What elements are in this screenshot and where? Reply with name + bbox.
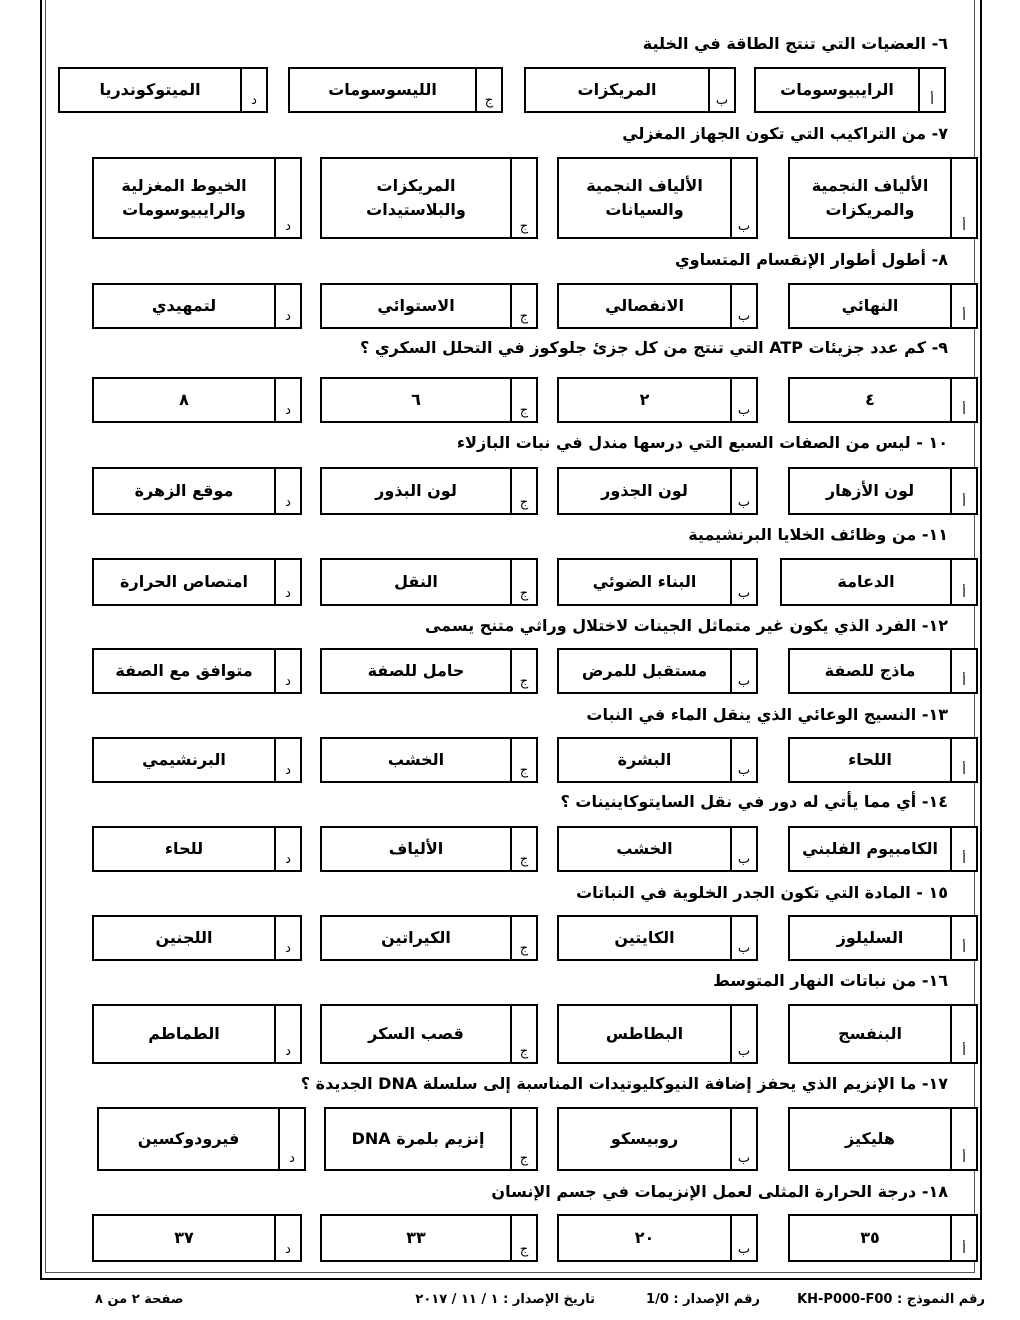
question-10-option-d[interactable] [92, 467, 302, 515]
option-text: لون الأزهار [825, 481, 915, 500]
issue-date: تاريخ الإصدار : ١ / ١١ / ٢٠١٧ [415, 1292, 595, 1307]
option-letter: أ [950, 1109, 976, 1169]
option-text: لون الجذور [601, 481, 688, 500]
option-letter: أ [950, 159, 976, 237]
question-6-option-d[interactable] [58, 67, 268, 113]
option-letter: أ [950, 1216, 976, 1260]
question-7-option-d[interactable] [92, 157, 302, 239]
option-text: السليلوز [836, 928, 904, 947]
option-text: متوافق مع الصفة [115, 661, 253, 680]
option-letter: أ [950, 379, 976, 421]
question-15-option-a[interactable] [788, 915, 978, 961]
option-text: البشرة [617, 750, 672, 769]
option-letter: د [240, 69, 266, 111]
option-letter: ج [510, 1006, 536, 1062]
question-7-text: ٧- من التراكيب التي تكون الجهاز المغزلي [622, 124, 948, 143]
option-text: النقل [394, 572, 438, 591]
question-14-option-d[interactable] [92, 826, 302, 872]
option-letter: ج [510, 1109, 536, 1169]
option-letter: د [274, 469, 300, 513]
question-18-option-c[interactable] [320, 1214, 538, 1262]
option-letter: د [274, 560, 300, 604]
question-16-option-d[interactable] [92, 1004, 302, 1064]
option-letter: د [274, 285, 300, 327]
question-6-option-b[interactable] [524, 67, 736, 113]
option-letter: د [278, 1109, 304, 1169]
option-letter: د [274, 650, 300, 692]
option-text: ٨ [179, 390, 189, 409]
option-text: اللجنين [155, 928, 213, 947]
question-16-option-c[interactable] [320, 1004, 538, 1064]
option-letter: ب [730, 1006, 756, 1062]
question-10-option-a[interactable] [788, 467, 978, 515]
option-text: حامل للصفة [367, 661, 465, 680]
option-text: لون البذور [375, 481, 457, 500]
question-17-option-c[interactable] [324, 1107, 538, 1171]
option-text: المريكزات [577, 80, 657, 99]
question-9-option-d[interactable] [92, 377, 302, 423]
option-text: الميتوكوندريا [99, 80, 201, 99]
question-10-option-b[interactable] [557, 467, 758, 515]
question-13-text: ١٣- النسيج الوعائي الذي ينقل الماء في النبات [586, 705, 948, 724]
question-9-option-b[interactable] [557, 377, 758, 423]
question-8-option-a[interactable] [788, 283, 978, 329]
option-text: الرايبيوسومات [780, 80, 894, 99]
option-text: الانفصالي [605, 296, 684, 315]
option-letter: ج [510, 828, 536, 870]
option-text: الخشب [616, 839, 673, 858]
question-12-option-c[interactable] [320, 648, 538, 694]
option-letter: د [274, 159, 300, 237]
question-12-option-b[interactable] [557, 648, 758, 694]
option-text: ٣٧ [174, 1228, 194, 1247]
option-letter: ب [730, 828, 756, 870]
option-letter: أ [950, 739, 976, 781]
option-text: قصب السكر [368, 1024, 464, 1043]
option-letter: ب [730, 1216, 756, 1260]
question-11-option-d[interactable] [92, 558, 302, 606]
option-text: الخشب [387, 750, 445, 769]
question-12-option-d[interactable] [92, 648, 302, 694]
option-text: الدعامة [837, 572, 895, 591]
option-text: لتمهيدي [151, 296, 217, 315]
question-7-option-c[interactable] [320, 157, 538, 239]
question-11-option-b[interactable] [557, 558, 758, 606]
question-13-option-a[interactable] [788, 737, 978, 783]
option-text: البطاطس [605, 1024, 684, 1043]
option-text: للحاء [164, 839, 204, 858]
option-text: النهائي [841, 296, 899, 315]
option-letter: أ [950, 1006, 976, 1062]
question-6-option-a[interactable] [754, 67, 946, 113]
form-number: رقم النموذج : KH-P000-F00 [797, 1292, 985, 1307]
option-letter: ج [510, 1216, 536, 1260]
question-10-text: ١٠ - ليس من الصفات السبع التي درسها مندل في نبات البازلاء [456, 433, 948, 452]
option-text: الطماطم [148, 1024, 220, 1043]
question-14-option-a[interactable] [788, 826, 978, 872]
option-letter: ب [730, 159, 756, 237]
option-letter: ب [730, 560, 756, 604]
option-text: ٣٥ [860, 1228, 880, 1247]
question-11-text: ١١- من وظائف الخلايا البرنشيمية [688, 525, 948, 544]
option-letter: أ [950, 917, 976, 959]
option-text: الألياف [388, 839, 444, 858]
option-letter: د [274, 917, 300, 959]
option-text: الليسوسومات [328, 80, 437, 99]
question-16-option-b[interactable] [557, 1004, 758, 1064]
option-text: الكايتين [614, 928, 675, 947]
option-text: البنفسج [838, 1024, 902, 1043]
question-9-option-a[interactable] [788, 377, 978, 423]
option-text: ماذج للصفة [824, 661, 916, 680]
question-10-option-c[interactable] [320, 467, 538, 515]
option-letter: د [274, 739, 300, 781]
option-letter: د [274, 379, 300, 421]
question-14-option-b[interactable] [557, 826, 758, 872]
question-15-option-c[interactable] [320, 915, 538, 961]
question-14-text: ١٤- أي مما يأتي له دور في نقل السايتوكاينينات ؟ [560, 792, 948, 811]
option-letter: ب [730, 469, 756, 513]
option-letter: ج [510, 469, 536, 513]
option-text: موقع الزهرة [134, 481, 234, 500]
question-9-option-c[interactable] [320, 377, 538, 423]
option-letter: ج [510, 560, 536, 604]
option-letter: ب [730, 379, 756, 421]
option-letter: د [274, 1006, 300, 1062]
option-text: ٣٣ [406, 1228, 426, 1247]
option-text: مستقبل للمرض [581, 661, 708, 680]
option-letter: ج [510, 379, 536, 421]
option-letter: ب [730, 917, 756, 959]
option-letter: ج [510, 650, 536, 692]
option-text: ٦ [411, 390, 421, 409]
option-letter: د [274, 1216, 300, 1260]
question-6-text: ٦- العضيات التي تنتج الطاقة في الخلية [642, 34, 948, 53]
question-18-option-d[interactable] [92, 1214, 302, 1262]
option-letter: أ [950, 560, 976, 604]
option-text: فيرودوكسين [137, 1129, 240, 1148]
question-9-text: ٩- كم عدد جزيئات ATP التي تنتج من كل جزئ جلوكوز في التحلل السكري ؟ [359, 338, 948, 357]
option-text: البناء الضوئي [592, 572, 697, 591]
option-letter: أ [950, 469, 976, 513]
option-text: ٤ [865, 390, 875, 409]
option-text: الكامبيوم الفلبني [802, 839, 938, 858]
option-letter: ج [510, 917, 536, 959]
option-letter: د [274, 828, 300, 870]
option-letter: ب [708, 69, 734, 111]
question-18-text: ١٨- درجة الحرارة المثلى لعمل الإنزيمات في جسم الإنسان [491, 1182, 948, 1201]
question-8-option-c[interactable] [320, 283, 538, 329]
option-letter: أ [950, 285, 976, 327]
question-11-option-c[interactable] [320, 558, 538, 606]
question-7-option-b[interactable] [557, 157, 758, 239]
option-letter: أ [950, 650, 976, 692]
option-text: الألياف النجمية والسيانات [586, 176, 703, 219]
option-letter: ج [510, 159, 536, 237]
question-16-text: ١٦- من نباتات النهار المتوسط [713, 971, 948, 990]
option-text: ٢٠ [634, 1228, 655, 1247]
question-17-option-a[interactable] [788, 1107, 978, 1171]
question-17-text: ١٧- ما الإنزيم الذي يحفز إضافة النيوكليوتيدات المناسبة إلى سلسلة DNA الجديدة ؟ [300, 1074, 948, 1093]
option-text: اللحاء [848, 750, 892, 769]
question-8-option-b[interactable] [557, 283, 758, 329]
option-text: ٢ [639, 390, 650, 409]
question-14-option-c[interactable] [320, 826, 538, 872]
issue-number: رقم الإصدار : 1/0 [646, 1292, 760, 1307]
question-13-option-d[interactable] [92, 737, 302, 783]
option-text: روبيسكو [610, 1129, 679, 1148]
question-16-option-a[interactable] [788, 1004, 978, 1064]
question-12-option-a[interactable] [788, 648, 978, 694]
option-letter: أ [950, 828, 976, 870]
option-text: الألياف النجمية والمريكزات [811, 176, 929, 219]
option-letter: ب [730, 650, 756, 692]
question-15-option-b[interactable] [557, 915, 758, 961]
option-letter: ج [475, 69, 501, 111]
page-number: صفحة ٢ من ٨ [95, 1292, 184, 1307]
option-letter: ب [730, 739, 756, 781]
question-15-option-d[interactable] [92, 915, 302, 961]
question-13-option-b[interactable] [557, 737, 758, 783]
option-text: البرنشيمي [142, 750, 226, 769]
question-12-text: ١٢- الفرد الذي يكون غير متماثل الجينات لاختلال وراثي متنح يسمى [424, 616, 948, 635]
question-17-option-d[interactable] [97, 1107, 306, 1171]
option-text: المريكزات والبلاستيدات [366, 176, 466, 219]
question-18-option-b[interactable] [557, 1214, 758, 1262]
question-8-text: ٨- أطول أطوار الإنقسام المتساوي [674, 250, 948, 269]
option-letter: ج [510, 739, 536, 781]
option-letter: ب [730, 1109, 756, 1169]
option-letter: ج [510, 285, 536, 327]
question-18-option-a[interactable] [788, 1214, 978, 1262]
question-13-option-c[interactable] [320, 737, 538, 783]
question-15-text: ١٥ - المادة التي تكون الجدر الخلوية في النباتات [576, 883, 948, 902]
option-text: الكيراتين [381, 928, 451, 947]
option-letter: أ [918, 69, 944, 111]
option-text: الاستوائي [377, 296, 455, 315]
question-17-option-b[interactable] [557, 1107, 758, 1171]
option-text: الخيوط المغزلية والرايبيوسومات [121, 176, 247, 219]
question-11-option-a[interactable] [780, 558, 978, 606]
question-8-option-d[interactable] [92, 283, 302, 329]
option-text: هليكيز [845, 1129, 895, 1148]
option-text: امتصاص الحرارة [120, 572, 248, 591]
option-text: إنزيم بلمرة DNA [351, 1129, 485, 1148]
question-6-option-c[interactable] [288, 67, 503, 113]
option-letter: ب [730, 285, 756, 327]
question-7-option-a[interactable] [788, 157, 978, 239]
